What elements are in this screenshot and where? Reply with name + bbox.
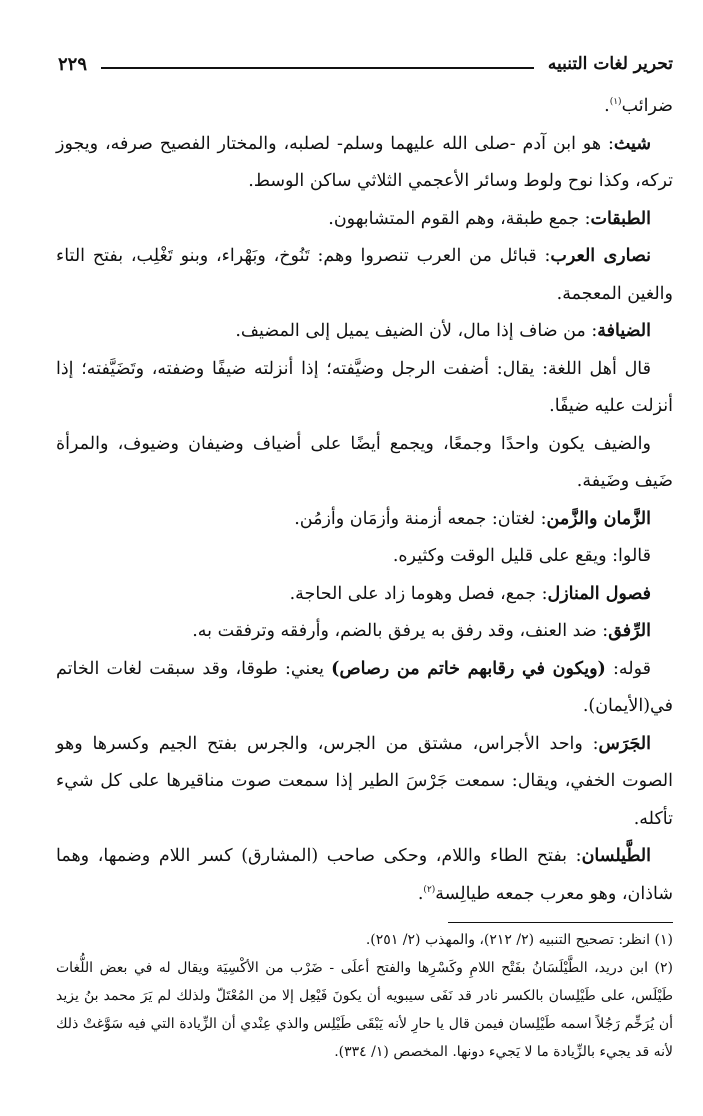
paragraph: قال أهل اللغة: يقال: أضفت الرجل وضيَّفته؛ إذا أنزلته ضيفًا وضفته، وتَضَيَّفته؛ إذا أنزلت عليه ضيفًا. [56,358,673,416]
entry-term: الضيافة [597,321,651,341]
header-rule [101,67,534,69]
paragraph: والضيف يكون واحدًا وجمعًا، ويجمع أيضًا على أضياف وضيفان وضيوف، والمرأة ضَيف وضَيفة. [56,433,673,491]
footnote: (١) انظر: تصحيح التنبيه (٢/ ٢١٢)، والمهذب (٢/ ٢٥١). [365,932,673,948]
page-number: ٢٢٩ [58,53,88,75]
footnote: (٢) ابن دريد، الطَّيْلَسَانُ بفَتْح اللامِ وكَسْرِها والفتح أعلَى - ضَرْب من الأكْسِيَة ويقال له في بعض اللُّغات طَيْلَس، على طَيْلِسان بالكسر نادر قد نَفَى سيبويه أن يكونَ فَيْعِل إلا من المُعْتَلّ ولذلك لم يَرَ محمد بنُ يزيد أن يُرَخِّم رَجُلاً اسمه طَيْلِسان فيمن قال يا حارِ لأنه يَبْقَى طَيْلِس والذي عِنْدي أن الزِّيادة التي فيه سَوَّغتْ ذلك لأنه قد يجيء بالزِّيادة ما لا يَجيء دونها. المخصص (١/ ٣٣٤). [56,960,673,1060]
entry-paragraph: فصول المنازل: جمع، فصل وهوما زاد على الحاجة. [289,583,651,604]
main-text [56,88,673,913]
entry-term: الزَّمان والزَّمن [546,508,651,529]
entry-term: الطبقات [590,208,651,229]
entry-term: شيث [613,133,651,154]
paragraph: ضرائب$^{(١)}$. [604,96,673,116]
entry-paragraph: الزَّمان والزَّمن: لغتان: جمعه أزمنة وأزمَان وأزمُن. [294,508,651,529]
entry-paragraph: الضيافة: من ضاف إذا مال، لأن الضيف يميل إلى المضيف. [235,321,651,341]
entry-paragraph: نصارى العرب: قبائل من العرب تنصروا وهم: تَنُوخ، وبَهْراء، وبنو تَغْلِب، بفتح التاء والغين المعجمة. [56,246,673,304]
entry-term: الجَرَس [598,733,651,754]
entry-paragraph: الجَرَس: واحد الأجراس، مشتق من الجرس، والجرس بفتح الجيم وكسرها وهو الصوت الخفي، ويقال: سمعت جَرْسَ الطير إذا سمعت صوت مناقيرها على كل شيء تأكله. [56,733,673,829]
paragraph: قوله: (ويكون في رقابهم خاتم من رصاص) يعني: طوقا، وقد سبقت لغات الخاتم في(الأيمان). [56,658,673,716]
page-header [58,44,673,84]
paragraph: قالوا: ويقع على قليل الوقت وكثيره. [392,546,651,566]
entry-paragraph: شيث: هو ابن آدم -صلى الله عليهما وسلم- لصلبه، والمختار الفصيح صرفه، ويجوز تركه، وكذا نوح ولوط وسائر الأعجمي الثلاثي ساكن الوسط. [56,133,673,191]
entry-paragraph: الطبقات: جمع طبقة، وهم القوم المتشابهون. [328,208,651,229]
entry-term: الرِّفق [608,621,651,641]
entry-term: الطَّيلسان [581,846,651,866]
footnote-ref[interactable]: (٢) [423,884,436,895]
entry-paragraph: الرِّفق: ضد العنف، وقد رفق به يرفق بالضم، وأرفقه وترفقت به. [192,621,651,641]
entry-paragraph: الطَّيلسان: بفتح الطاء واللام، وحكى صاحب (المشارق) كسر اللام وضمها، وهما شاذان، وهو معرب جمعه طيالِسة$^{(٢)}$. [56,846,673,904]
footnote-separator [448,922,673,923]
quoted-text: (ويكون في رقابهم خاتم من رصاص) [331,658,606,679]
footnote-ref[interactable]: (١) [609,97,622,108]
entry-term: فصول المنازل [547,583,651,604]
entry-term: نصارى العرب [550,246,651,266]
running-title: تحرير لغات التنبيه [547,54,673,74]
footnotes [56,926,673,1066]
